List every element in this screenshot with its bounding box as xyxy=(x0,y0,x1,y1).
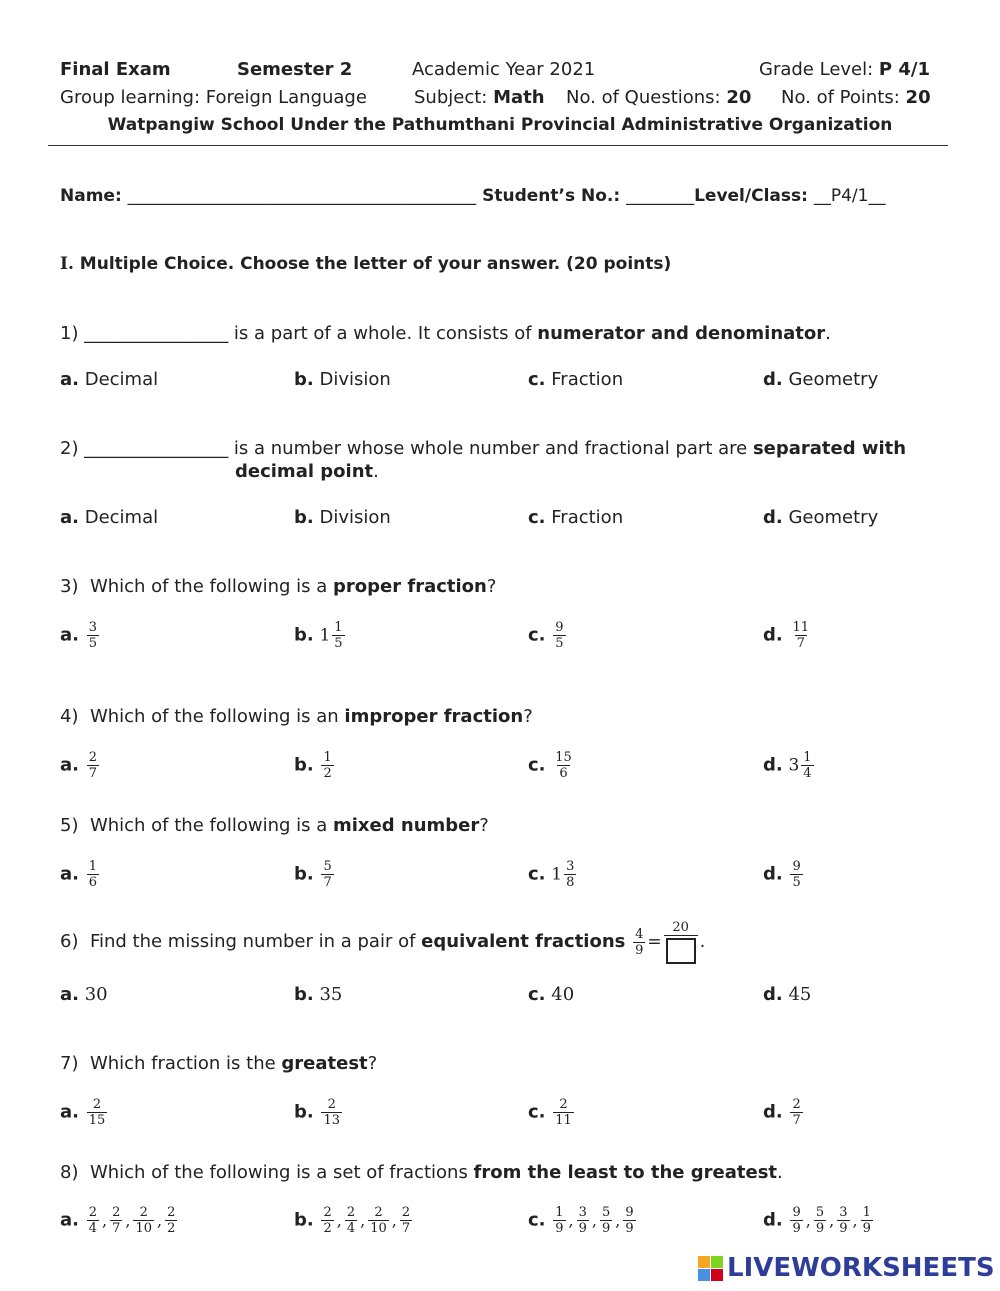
q8-option-d[interactable] xyxy=(763,1205,875,1236)
q2-option-b[interactable] xyxy=(294,507,391,528)
numerator: 2 xyxy=(88,750,97,765)
numerator: 4 xyxy=(635,926,644,942)
denominator: 13 xyxy=(323,1113,341,1128)
student-no-field[interactable]: ________ xyxy=(626,186,695,206)
name-label: Name: xyxy=(60,186,128,206)
fraction xyxy=(553,1205,565,1236)
question-7 xyxy=(60,1053,377,1074)
fraction xyxy=(790,1205,802,1236)
q1-number: 1) xyxy=(60,323,85,344)
numerator: 2 xyxy=(559,1097,568,1112)
numerator: 9 xyxy=(792,1205,801,1220)
option-letter: b. xyxy=(294,754,314,776)
fraction xyxy=(321,859,333,890)
fraction xyxy=(165,1205,177,1236)
numerator: 9 xyxy=(625,1205,634,1220)
q3-option-a[interactable] xyxy=(60,620,101,651)
fraction xyxy=(321,750,333,781)
academic-year: Academic Year 2021 xyxy=(412,59,596,80)
q3-text: Which of the following is a xyxy=(89,576,333,597)
fraction xyxy=(623,1205,635,1236)
comma: , xyxy=(125,1211,131,1230)
numerator: 2 xyxy=(88,1205,97,1220)
option-text: Fraction xyxy=(551,507,624,528)
q7-end: ? xyxy=(367,1053,378,1074)
section-title: Multiple Choice. Choose the letter of your answer. (20 points) xyxy=(73,254,672,274)
option-letter: a. xyxy=(60,863,79,885)
q5-option-c[interactable] xyxy=(528,859,578,890)
q4-keyword: improper fraction xyxy=(344,706,524,727)
q7-option-a[interactable] xyxy=(60,1097,109,1128)
liveworksheets-watermark[interactable] xyxy=(698,1253,995,1283)
fraction xyxy=(553,620,565,651)
numerator: 1 xyxy=(803,750,812,765)
option-letter: d. xyxy=(763,863,783,885)
q8-option-a[interactable] xyxy=(60,1205,179,1236)
question-count-value: 20 xyxy=(726,87,752,108)
numerator: 1 xyxy=(88,859,97,874)
numerator: 2 xyxy=(346,1205,356,1220)
q4-option-c[interactable] xyxy=(528,750,576,781)
option-text: Decimal xyxy=(84,507,159,528)
option-letter: a. xyxy=(60,984,79,1005)
denominator: 4 xyxy=(88,1221,97,1236)
q5-option-a[interactable] xyxy=(60,859,101,890)
q6-text: Find the missing number in a pair of xyxy=(89,931,422,952)
q8-option-c[interactable] xyxy=(528,1205,638,1236)
fraction xyxy=(87,1097,108,1128)
option-letter: d. xyxy=(763,754,783,776)
denominator: 9 xyxy=(635,942,644,958)
group-learning: Group learning: Foreign Language xyxy=(60,87,367,108)
student-no-label: Student’s No.: xyxy=(476,186,627,206)
q1-text: is a part of a whole. It consists of xyxy=(228,323,538,344)
denominator: 9 xyxy=(625,1221,634,1236)
numerator: 2 xyxy=(167,1205,176,1220)
q7-keyword: greatest xyxy=(281,1053,368,1074)
q1-option-d[interactable] xyxy=(763,369,878,390)
denominator: 9 xyxy=(555,1221,564,1236)
header-divider xyxy=(48,145,948,146)
q4-option-d[interactable] xyxy=(763,750,816,781)
option-letter: b. xyxy=(294,369,314,390)
fraction xyxy=(790,859,802,890)
numerator: 3 xyxy=(578,1205,587,1220)
denominator: 9 xyxy=(862,1221,871,1236)
denominator: 5 xyxy=(334,636,343,651)
denominator: 7 xyxy=(88,766,97,781)
option-text: Geometry xyxy=(788,369,879,390)
numerator: 2 xyxy=(327,1097,336,1112)
grade-level-value: P 4/1 xyxy=(878,59,930,80)
option-letter: c. xyxy=(528,754,546,776)
option-letter: d. xyxy=(763,624,783,646)
numerator: 3 xyxy=(88,620,97,635)
option-text: Division xyxy=(319,507,391,528)
section-heading xyxy=(60,254,671,274)
option-text: 30 xyxy=(84,984,108,1005)
school-name: Watpangiw School Under the Pathumthani Provincial Administrative Organization xyxy=(107,115,893,135)
fraction xyxy=(790,620,811,651)
class-label: Level/Class: xyxy=(694,186,814,206)
q7-option-b[interactable] xyxy=(294,1097,344,1128)
option-letter: d. xyxy=(763,1209,783,1231)
question-8 xyxy=(60,1162,783,1183)
denominator: 9 xyxy=(578,1221,587,1236)
comma: , xyxy=(829,1211,835,1230)
denominator: 4 xyxy=(803,766,812,781)
numerator: 2 xyxy=(401,1205,411,1220)
question-2-cont xyxy=(235,461,379,482)
liveworksheets-logo-icon xyxy=(698,1256,723,1281)
q5-text: Which of the following is a xyxy=(89,815,333,836)
point-count-label: No. of Points: xyxy=(781,87,906,108)
fraction xyxy=(801,750,813,781)
question-6 xyxy=(60,920,705,964)
fraction xyxy=(133,1205,154,1236)
numerator: 3 xyxy=(566,859,575,874)
q2-answer-blank[interactable]: ________________ xyxy=(84,438,229,459)
q4-end: ? xyxy=(523,706,533,727)
q8-text: Which of the following is a set of fractions xyxy=(89,1162,474,1183)
numerator: 2 xyxy=(139,1205,148,1220)
q3-option-b[interactable] xyxy=(294,620,347,651)
numerator: 11 xyxy=(792,620,810,635)
numerator: 2 xyxy=(323,1205,332,1220)
denominator: 2 xyxy=(323,766,332,781)
numerator: 9 xyxy=(555,620,564,635)
option-text: Fraction xyxy=(551,369,624,390)
q2-text: is a number whose whole number and fractional part are xyxy=(228,438,753,459)
whole-number: 3 xyxy=(788,755,800,776)
fraction xyxy=(861,1205,873,1236)
q5-option-d[interactable] xyxy=(763,859,805,890)
q3-keyword: proper fraction xyxy=(333,576,487,597)
option-letter: d. xyxy=(763,369,783,390)
q2-keyword: separated with xyxy=(752,438,907,459)
option-text: 40 xyxy=(551,984,575,1005)
q1-option-c[interactable] xyxy=(528,369,623,390)
denominator: 9 xyxy=(602,1221,611,1236)
comma: , xyxy=(805,1211,811,1230)
q3-end: ? xyxy=(486,576,497,597)
comma: , xyxy=(615,1211,621,1230)
option-letter: a. xyxy=(60,624,79,646)
q5-end: ? xyxy=(479,815,489,836)
numerator: 2 xyxy=(374,1205,383,1220)
q2-keyword-2: decimal point xyxy=(235,461,374,482)
option-text: 45 xyxy=(788,984,812,1005)
q6-end: . xyxy=(699,931,706,952)
numerator: 5 xyxy=(602,1205,611,1220)
question-5 xyxy=(60,815,489,836)
denominator: 8 xyxy=(566,875,575,890)
question-2 xyxy=(60,438,906,459)
comma: , xyxy=(157,1211,163,1230)
subject-value: Math xyxy=(493,87,545,108)
numerator: 1 xyxy=(555,1205,564,1220)
q2-end: . xyxy=(373,461,379,482)
option-letter: a. xyxy=(60,1209,79,1231)
fraction xyxy=(368,1205,389,1236)
denominator: 7 xyxy=(796,636,805,651)
q7-option-c[interactable] xyxy=(528,1097,576,1128)
grade-level xyxy=(759,59,930,80)
comma: , xyxy=(391,1211,397,1230)
q4-number: 4) xyxy=(60,706,79,727)
numerator: 2 xyxy=(112,1205,121,1220)
q7-option-d[interactable] xyxy=(763,1097,805,1128)
option-letter: b. xyxy=(294,624,314,646)
fraction xyxy=(87,859,99,890)
denominator: 6 xyxy=(88,875,97,890)
denominator: 10 xyxy=(135,1221,153,1236)
option-letter: b. xyxy=(294,863,314,885)
numerator: 2 xyxy=(92,1097,102,1112)
denominator: 2 xyxy=(323,1221,332,1236)
fraction xyxy=(553,1097,574,1128)
q4-text: Which of the following is an xyxy=(89,706,345,727)
q3-number: 3) xyxy=(60,576,79,597)
denominator: 5 xyxy=(555,636,564,651)
q8-end: . xyxy=(777,1162,783,1183)
q8-number: 8) xyxy=(60,1162,79,1183)
fraction xyxy=(332,620,344,651)
option-letter: d. xyxy=(763,507,783,528)
denominator: 2 xyxy=(167,1221,176,1236)
fraction xyxy=(400,1205,412,1236)
equals-sign: = xyxy=(647,932,662,952)
option-text: Division xyxy=(319,369,391,390)
denominator: 9 xyxy=(792,1221,801,1236)
q4-option-a[interactable] xyxy=(60,750,101,781)
numerator: 1 xyxy=(862,1205,871,1220)
fraction xyxy=(577,1205,589,1236)
comma: , xyxy=(852,1211,858,1230)
denominator: 6 xyxy=(559,766,568,781)
option-letter: b. xyxy=(294,1101,314,1123)
option-text: 35 xyxy=(319,984,343,1005)
q8-keyword: from the least to the greatest xyxy=(473,1162,778,1183)
class-value: __P4/1__ xyxy=(813,186,886,206)
denominator xyxy=(664,935,698,964)
q2-option-a[interactable] xyxy=(60,507,158,528)
whole-number: 1 xyxy=(551,864,563,885)
watermark-text: LIVEWORKSHEETS xyxy=(727,1253,995,1283)
q6-option-b[interactable] xyxy=(294,984,342,1005)
numerator: 9 xyxy=(792,859,801,874)
fraction-missing xyxy=(664,920,698,964)
missing-number-box[interactable] xyxy=(666,938,696,964)
fraction xyxy=(553,750,574,781)
fraction xyxy=(633,927,645,958)
question-3 xyxy=(60,576,496,597)
comma: , xyxy=(336,1211,342,1230)
denominator: 5 xyxy=(88,636,97,651)
grade-level-label: Grade Level: xyxy=(759,59,879,80)
fraction xyxy=(87,750,99,781)
denominator: 9 xyxy=(815,1221,825,1236)
denominator: 5 xyxy=(792,875,801,890)
fraction xyxy=(837,1205,849,1236)
fraction xyxy=(321,1205,333,1236)
comma: , xyxy=(102,1211,108,1230)
q2-option-c[interactable] xyxy=(528,507,623,528)
option-letter: c. xyxy=(528,369,546,390)
numerator: 2 xyxy=(792,1097,801,1112)
q6-keyword: equivalent fractions xyxy=(421,931,626,952)
q7-text: Which fraction is the xyxy=(89,1053,282,1074)
point-count-value: 20 xyxy=(905,87,931,108)
denominator: 4 xyxy=(346,1221,356,1236)
option-letter: a. xyxy=(60,507,79,528)
comma: , xyxy=(568,1211,574,1230)
option-letter: a. xyxy=(60,1101,79,1123)
denominator: 15 xyxy=(88,1113,106,1128)
option-text: Geometry xyxy=(788,507,879,528)
q6-option-a[interactable] xyxy=(60,984,108,1005)
option-text: Decimal xyxy=(84,369,159,390)
option-letter: c. xyxy=(528,863,546,885)
question-count-label: No. of Questions: xyxy=(566,87,727,108)
fraction xyxy=(790,1097,802,1128)
numerator: 3 xyxy=(839,1205,848,1220)
comma: , xyxy=(591,1211,597,1230)
point-count xyxy=(781,87,931,108)
whole-number: 1 xyxy=(319,625,331,646)
option-letter: a. xyxy=(60,369,79,390)
denominator: 10 xyxy=(370,1221,387,1236)
q6-number: 6) xyxy=(60,931,79,952)
q5-keyword: mixed number xyxy=(333,815,480,836)
q2-number: 2) xyxy=(60,438,85,459)
denominator: 11 xyxy=(555,1113,572,1128)
denominator: 7 xyxy=(792,1113,801,1128)
option-letter: b. xyxy=(294,1209,314,1231)
q1-option-b[interactable] xyxy=(294,369,391,390)
numerator: 1 xyxy=(334,620,343,635)
question-1 xyxy=(60,323,831,344)
fraction xyxy=(321,1097,342,1128)
numerator: 5 xyxy=(323,859,332,874)
option-letter: b. xyxy=(294,984,314,1005)
q3-option-c[interactable] xyxy=(528,620,568,651)
denominator: 7 xyxy=(112,1221,121,1236)
q6-option-d[interactable] xyxy=(763,984,811,1005)
denominator: 7 xyxy=(323,875,332,890)
option-letter: a. xyxy=(60,754,79,776)
exam-title: Final Exam xyxy=(60,59,171,80)
q7-number: 7) xyxy=(60,1053,79,1074)
section-numeral: I. xyxy=(60,254,74,274)
option-letter: b. xyxy=(294,507,314,528)
numerator: 15 xyxy=(555,750,572,765)
q3-option-d[interactable] xyxy=(763,620,813,651)
comma: , xyxy=(360,1211,366,1230)
subject xyxy=(414,87,545,108)
q1-end: . xyxy=(825,323,831,344)
q6-option-c[interactable] xyxy=(528,984,574,1005)
option-letter: c. xyxy=(528,624,546,646)
question-4 xyxy=(60,706,533,727)
denominator: 9 xyxy=(839,1221,848,1236)
q5-option-b[interactable] xyxy=(294,859,336,890)
fraction xyxy=(87,1205,99,1236)
fraction xyxy=(814,1205,826,1236)
q1-option-a[interactable] xyxy=(60,369,158,390)
fraction xyxy=(87,620,99,651)
name-field[interactable]: _________________________________________ xyxy=(127,186,477,206)
option-letter: d. xyxy=(763,984,783,1005)
option-letter: c. xyxy=(528,984,546,1005)
fraction xyxy=(110,1205,122,1236)
q5-number: 5) xyxy=(60,815,79,836)
fraction xyxy=(345,1205,357,1236)
option-letter: c. xyxy=(528,507,546,528)
fraction xyxy=(600,1205,612,1236)
semester: Semester 2 xyxy=(237,59,353,80)
q2-option-d[interactable] xyxy=(763,507,878,528)
numerator: 5 xyxy=(815,1205,825,1220)
numerator: 1 xyxy=(323,750,332,765)
q1-keyword: numerator and denominator xyxy=(537,323,826,344)
q8-option-b[interactable] xyxy=(294,1205,414,1236)
fraction xyxy=(564,859,576,890)
question-count xyxy=(566,87,751,108)
option-letter: c. xyxy=(528,1101,546,1123)
denominator: 7 xyxy=(401,1221,411,1236)
student-info xyxy=(60,186,885,206)
subject-label: Subject: xyxy=(414,87,494,108)
q4-option-b[interactable] xyxy=(294,750,336,781)
q1-answer-blank[interactable]: ________________ xyxy=(84,323,229,344)
option-letter: c. xyxy=(528,1209,546,1231)
option-letter: d. xyxy=(763,1101,783,1123)
numerator: 20 xyxy=(672,920,689,935)
